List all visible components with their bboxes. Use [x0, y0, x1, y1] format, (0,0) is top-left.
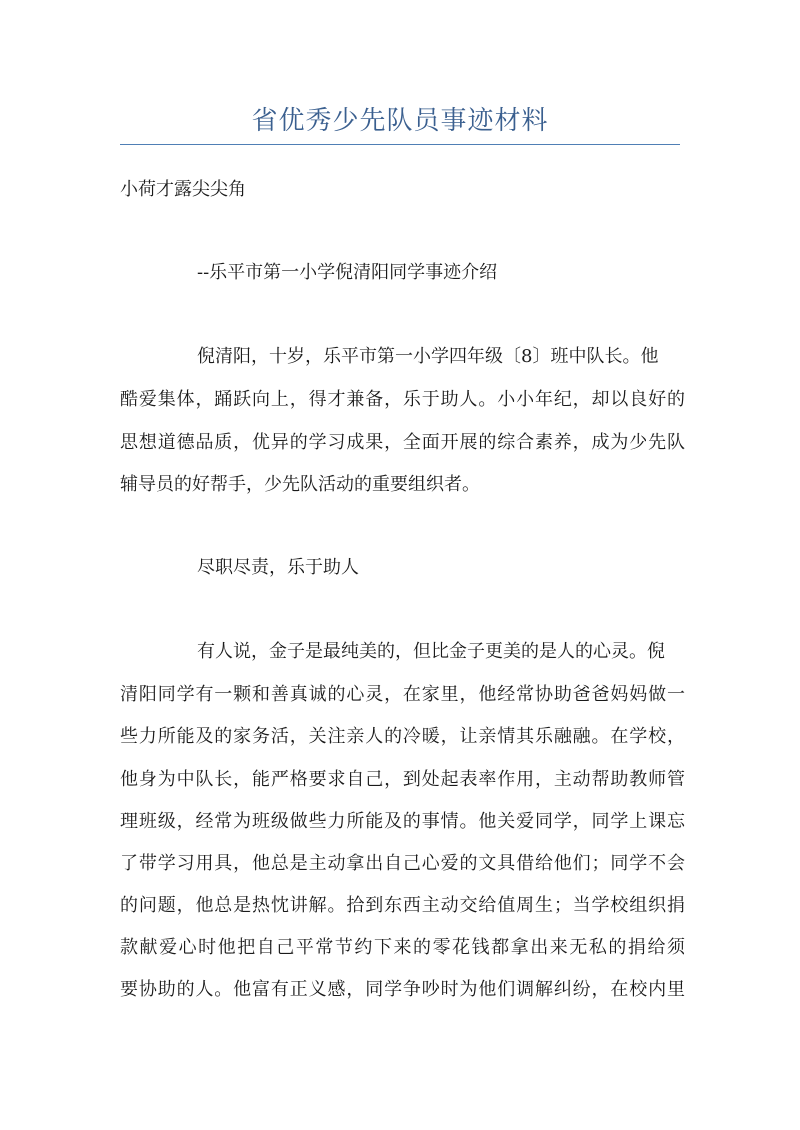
para1-line: 酷爱集体，踊跃向上，得才兼备，乐于助人。小小年纪，却以良好的	[120, 389, 685, 410]
para2-line: 些力所能及的家务活，关注亲人的冷暖，让亲情其乐融融。在学校，	[120, 726, 685, 747]
title-underline	[120, 144, 680, 145]
subtitle: --乐平市第一小学倪清阳同学事迹介绍	[197, 262, 498, 283]
heading: 小荷才露尖尖角	[120, 179, 246, 200]
para2-line: 的问题，他总是热忱讲解。拾到东西主动交给值周生；当学校组织捐	[120, 895, 685, 916]
para1-line: 思想道德品质，优异的学习成果，全面开展的综合素养，成为少先队	[120, 432, 685, 453]
para2-line: 理班级，经常为班级做些力所能及的事情。他关爱同学，同学上课忘	[120, 811, 685, 832]
para1-line: 倪清阳，十岁，乐平市第一小学四年级〔8〕班中队长。他	[197, 346, 659, 367]
para2-line: 有人说，金子是最纯美的，但比金子更美的是人的心灵。倪	[197, 641, 665, 662]
para2-line: 清阳同学有一颗和善真诚的心灵，在家里，他经常协助爸爸妈妈做一	[120, 684, 685, 705]
para2-line: 要协助的人。他富有正义感，同学争吵时为他们调解纠纷，在校内里	[120, 979, 685, 1000]
para2-line: 了带学习用具，他总是主动拿出自己心爱的文具借给他们；同学不会	[120, 853, 685, 874]
section-heading: 尽职尽责，乐于助人	[197, 557, 359, 578]
para2-line: 他身为中队长，能严格要求自己，到处起表率作用，主动帮助教师管	[120, 769, 685, 790]
para2-line: 款献爱心时他把自己平常节约下来的零花钱都拿出来无私的捐给须	[120, 937, 685, 958]
para1-line: 辅导员的好帮手，少先队活动的重要组织者。	[120, 474, 480, 495]
document-title: 省优秀少先队员事迹材料	[251, 106, 549, 136]
